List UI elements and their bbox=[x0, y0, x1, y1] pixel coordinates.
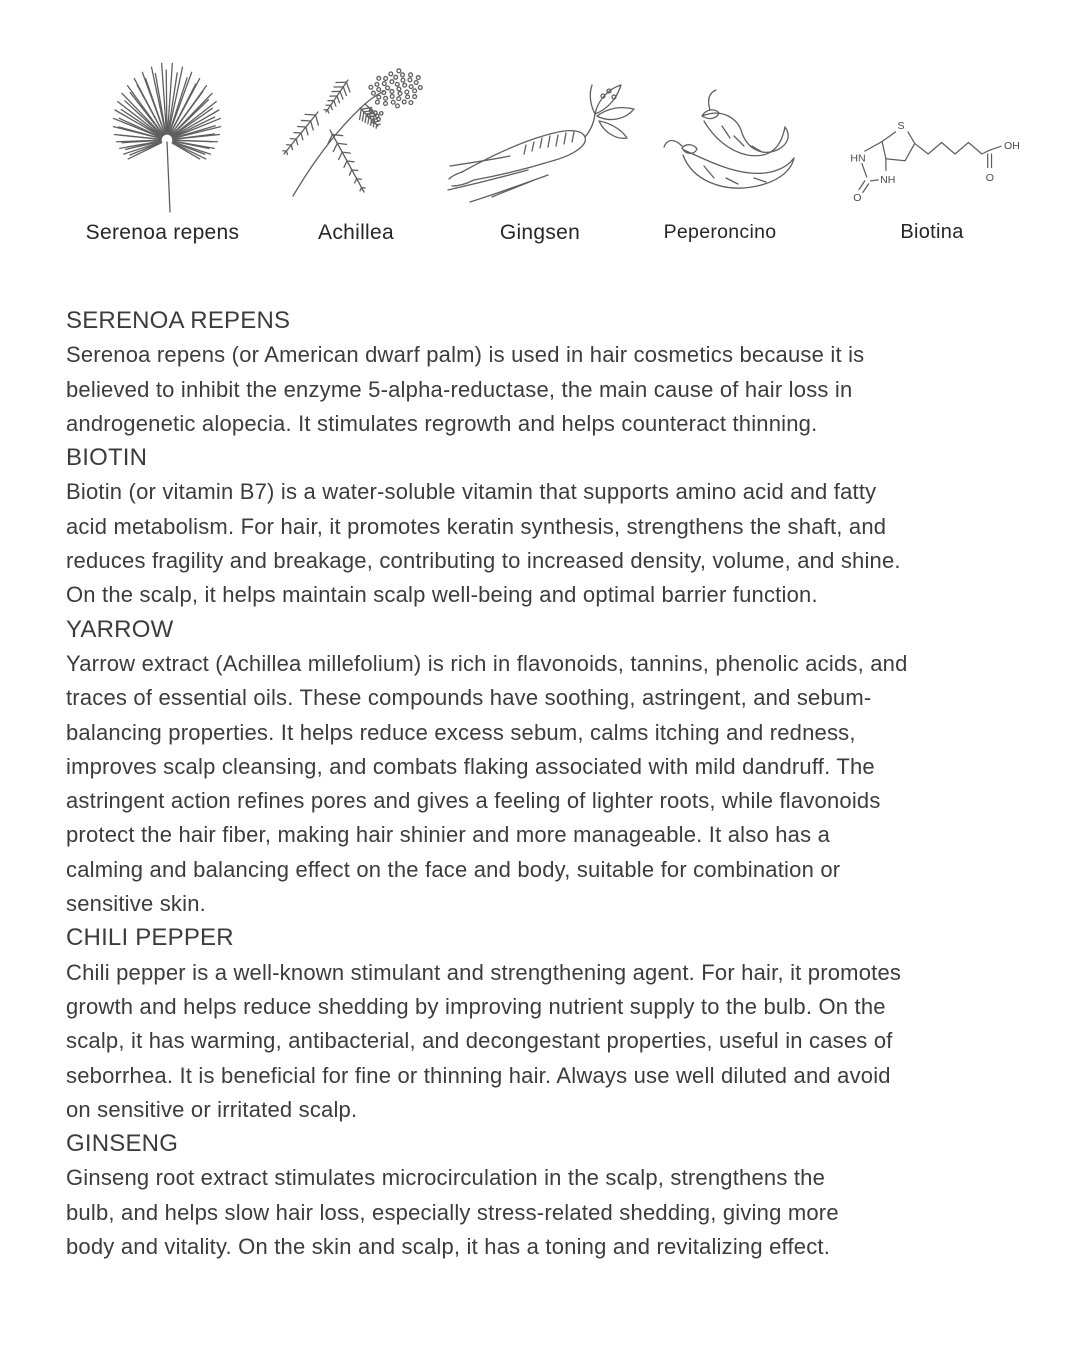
section-heading-yarrow: YARROW bbox=[66, 615, 174, 643]
figure-label-achillea: Achillea bbox=[318, 221, 394, 244]
ginseng-root-illustration bbox=[446, 80, 646, 206]
section-text-line: Chili pepper is a well-known stimulant and strengthening agent. For hair, it promotes bbox=[66, 959, 902, 985]
figure-label-biotina: Biotina bbox=[900, 221, 964, 243]
atom-label-nh: NH bbox=[880, 173, 896, 186]
chili-peppers-illustration bbox=[634, 86, 806, 206]
figure-label-gingsen: Gingsen bbox=[499, 221, 581, 244]
yarrow-fronds bbox=[283, 80, 380, 192]
section-text-line: reduces fragility and breakage, contributing to increased density, volume, and shine. bbox=[66, 548, 901, 574]
ingredients-illustrations-row bbox=[0, 0, 1080, 260]
section-text-line: protect the hair fiber, making hair shinier and more manageable. It also has a bbox=[66, 822, 831, 848]
yarrow-stem bbox=[293, 104, 365, 196]
section-text-line: body and vitality. On the skin and scalp, it has a toning and revitalizing effect. bbox=[66, 1234, 831, 1260]
section-heading-serenoa-repens: SERENOA REPENS bbox=[66, 307, 291, 334]
atom-label-o-acid: O bbox=[985, 171, 994, 184]
section-text-line: sensitive skin. bbox=[66, 891, 206, 917]
section-text-line: scalp, it has warming, antibacterial, and decongestant properties, useful in cases of bbox=[66, 1028, 893, 1054]
section-text-line: seborrhea. It is beneficial for fine or thinning hair. Always use well diluted and avoid bbox=[66, 1062, 891, 1088]
section-text-line: on sensitive or irritated scalp. bbox=[66, 1096, 358, 1122]
section-heading-chili-pepper: CHILI PEPPER bbox=[66, 924, 234, 952]
section-text-line: traces of essential oils. These compounds have soothing, astringent, and sebum- bbox=[66, 685, 872, 711]
section-text-line: growth and helps reduce shedding by improving nutrient supply to the bulb. On the bbox=[66, 993, 886, 1019]
section-heading-ginseng: GINSENG bbox=[66, 1130, 179, 1158]
figure-label-serenoa-repens: Serenoa repens bbox=[85, 221, 240, 244]
yarrow-sprig-illustration bbox=[272, 64, 440, 204]
section-heading-biotin: BIOTIN bbox=[66, 444, 148, 472]
chili-pepper-top bbox=[702, 90, 788, 156]
ingredient-descriptions bbox=[66, 304, 1022, 1264]
section-text-line: Yarrow extract (Achillea millefolium) is rich in flavonoids, tannins, phenolic acids, and bbox=[66, 650, 908, 676]
section-text-line: androgenetic alopecia. It stimulates regrowth and helps counteract thinning. bbox=[66, 410, 818, 436]
section-text-line: bulb, and helps slow hair loss, especially stress-related shedding, giving more bbox=[66, 1199, 839, 1225]
atom-label-oh: OH bbox=[1004, 140, 1020, 153]
atom-label-hn: HN bbox=[850, 152, 866, 165]
atom-label-o-ring: O bbox=[853, 192, 862, 205]
ginseng-leaves bbox=[585, 85, 634, 138]
palm-leaf-illustration bbox=[95, 50, 245, 218]
section-text-line: Ginseng root extract stimulates microcirculation in the scalp, strengthens the bbox=[66, 1165, 826, 1191]
section-text-line: calming and balancing effect on the face and body, suitable for combination or bbox=[66, 856, 841, 882]
section-text-line: On the scalp, it helps maintain scalp well-being and optimal barrier function. bbox=[66, 582, 818, 608]
biotin-molecule-illustration bbox=[830, 106, 1034, 205]
figure-label-peperoncino: Peperoncino bbox=[663, 221, 777, 243]
atom-label-s: S bbox=[897, 120, 905, 133]
section-text-line: improves scalp cleansing, and combats flaking associated with mild dandruff. The bbox=[66, 753, 875, 779]
section-text-line: Biotin (or vitamin B7) is a water-soluble vitamin that supports amino acid and fatty bbox=[66, 479, 877, 505]
ginseng-root-ribs bbox=[524, 132, 574, 154]
section-text-line: Serenoa repens (or American dwarf palm) is used in hair cosmetics because it is bbox=[66, 342, 865, 368]
section-text-line: balancing properties. It helps reduce excess sebum, calms itching and redness, bbox=[66, 719, 856, 745]
section-text-line: astringent action refines pores and gives a feeling of lighter roots, while flavonoids bbox=[66, 788, 881, 814]
biotin-atom-labels bbox=[850, 120, 1019, 204]
palm-stem bbox=[167, 142, 170, 212]
section-text-line: believed to inhibit the enzyme 5-alpha-reductase, the main cause of hair loss in bbox=[66, 376, 853, 402]
section-text-line: acid metabolism. For hair, it promotes keratin synthesis, strengthens the shaft, and bbox=[66, 513, 887, 539]
